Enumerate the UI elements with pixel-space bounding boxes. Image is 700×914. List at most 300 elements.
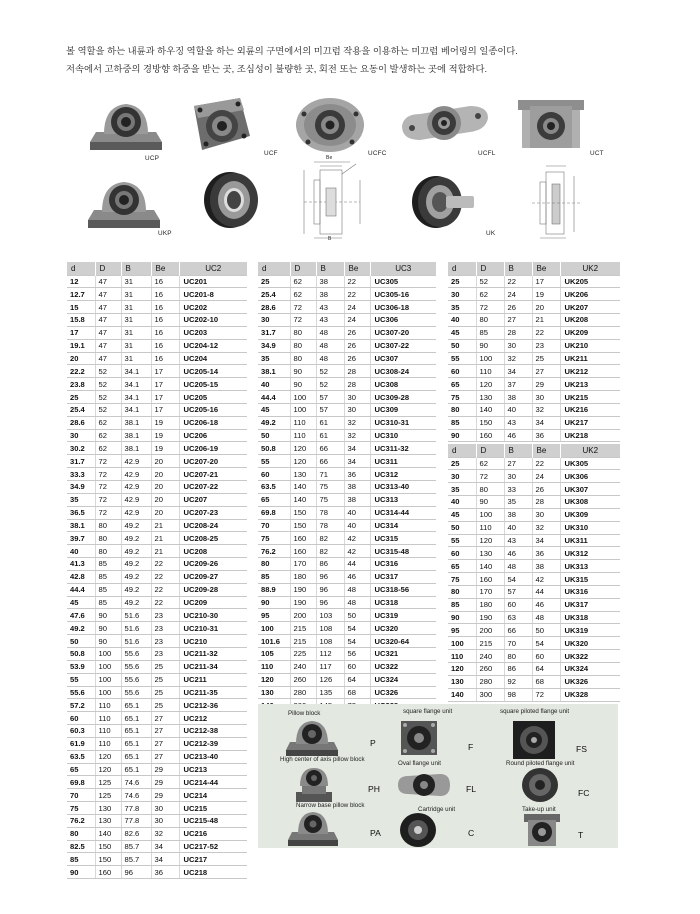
table-cell: 38 — [316, 288, 344, 301]
uc3-header-4: UC3 — [370, 262, 436, 275]
uc2-header-1: D — [95, 262, 121, 275]
table-cell: 85 — [448, 416, 476, 429]
table-cell: 34 — [151, 840, 179, 853]
table-row — [67, 378, 247, 391]
table-cell: 50 — [344, 609, 370, 622]
table-cell: 39.7 — [67, 532, 95, 545]
table-cell: 32 — [344, 416, 370, 429]
table-cell: 96 — [121, 866, 151, 879]
table-row — [67, 763, 247, 776]
table-cell: 55.6 — [121, 673, 151, 686]
table-cell: 17 — [151, 403, 179, 416]
narrow-base-label: Narrow base pillow block — [296, 802, 365, 809]
table-row — [258, 545, 436, 558]
table-cell: 82 — [316, 532, 344, 545]
table-row — [448, 378, 620, 391]
uc3-header-2: B — [316, 262, 344, 275]
table-cell: 38.1 — [67, 519, 95, 532]
table-cell: 108 — [316, 635, 344, 648]
table-cell: 36 — [344, 468, 370, 481]
bearing-code: UK217 — [560, 416, 620, 429]
bearing-code: UC205-16 — [179, 403, 247, 416]
table-cell: 26 — [344, 352, 370, 365]
table-cell: 130 — [290, 468, 316, 481]
table-cell: 64 — [344, 673, 370, 686]
high-center-label: High center of axis pillow block — [280, 756, 365, 763]
bearing-code: UK212 — [560, 365, 620, 378]
bearing-code: UK215 — [560, 391, 620, 404]
table-cell: 140 — [95, 827, 121, 840]
bearing-code: UC209-28 — [179, 583, 247, 596]
table-cell: 17 — [67, 326, 95, 339]
table-cell: 50 — [448, 339, 476, 352]
table-cell: 140 — [476, 403, 504, 416]
table-cell: 85 — [258, 570, 290, 583]
table-cell: 19 — [151, 429, 179, 442]
table-cell: 85 — [95, 570, 121, 583]
uc3-header-1: D — [290, 262, 316, 275]
table-row — [258, 532, 436, 545]
table-cell: 19.1 — [67, 339, 95, 352]
bearing-code: UC202 — [179, 301, 247, 314]
table-cell: 30 — [448, 470, 476, 483]
table-cell: 82.5 — [67, 840, 95, 853]
table-cell: 28 — [344, 365, 370, 378]
table-cell: 240 — [290, 660, 316, 673]
table-cell: 49.2 — [121, 532, 151, 545]
bearing-code: UC211-34 — [179, 660, 247, 673]
uk3-header-2: B — [504, 444, 532, 457]
table-cell: 160 — [95, 866, 121, 879]
table-cell: 38 — [504, 508, 532, 521]
table-cell: 33.3 — [67, 468, 95, 481]
table-row — [448, 496, 620, 509]
table-cell: 31 — [121, 301, 151, 314]
table-cell: 90 — [67, 866, 95, 879]
table-cell: 25.4 — [258, 288, 290, 301]
table-cell: 47 — [95, 314, 121, 327]
table-row — [67, 570, 247, 583]
table-cell: 45 — [67, 596, 95, 609]
cartridge-label: Cartridge unit — [418, 806, 456, 813]
square-flange-label: square flange unit — [403, 708, 453, 715]
bearing-code: UC315-48 — [370, 545, 436, 558]
table-cell: 55 — [448, 534, 476, 547]
table-cell: 108 — [316, 622, 344, 635]
table-cell: 74.6 — [121, 776, 151, 789]
table-cell: 30 — [344, 391, 370, 404]
table-row — [67, 737, 247, 750]
table-cell: 150 — [290, 519, 316, 532]
table-row — [67, 391, 247, 404]
uk3-header-1: D — [476, 444, 504, 457]
bearing-code: UC211-35 — [179, 686, 247, 699]
code-pa: PA — [370, 828, 381, 838]
table-row — [67, 660, 247, 673]
table-cell: 29 — [151, 789, 179, 802]
uk3-table — [448, 444, 620, 702]
table-cell: 60 — [448, 547, 476, 560]
table-cell: 112 — [316, 647, 344, 660]
table-cell: 30 — [532, 508, 560, 521]
table-row — [258, 647, 436, 660]
table-cell: 42.8 — [67, 570, 95, 583]
table-row — [448, 483, 620, 496]
table-row — [448, 611, 620, 624]
uk3-header-4: UK2 — [560, 444, 620, 457]
table-cell: 65.1 — [121, 763, 151, 776]
table-cell: 190 — [290, 596, 316, 609]
table-cell: 54 — [344, 622, 370, 635]
table-row — [67, 866, 247, 879]
table-cell: 150 — [476, 416, 504, 429]
table-row — [67, 468, 247, 481]
bearing-code: UC322 — [370, 660, 436, 673]
table-cell: 80 — [290, 326, 316, 339]
bearing-code: UK205 — [560, 275, 620, 288]
code-f: F — [468, 742, 474, 752]
table-cell: 60 — [67, 712, 95, 725]
table-cell: 42 — [344, 545, 370, 558]
table-row — [258, 583, 436, 596]
table-row — [258, 468, 436, 481]
table-cell: 57 — [316, 391, 344, 404]
table-row — [448, 663, 620, 676]
table-cell: 38 — [344, 481, 370, 494]
table-cell: 190 — [290, 583, 316, 596]
bearing-code: UC320 — [370, 622, 436, 635]
table-cell: 31 — [121, 314, 151, 327]
table-cell: 47 — [95, 339, 121, 352]
table-cell: 55 — [448, 352, 476, 365]
table-cell: 38.1 — [121, 416, 151, 429]
table-cell: 260 — [290, 673, 316, 686]
bearing-code: UC201-8 — [179, 288, 247, 301]
table-cell: 100 — [290, 403, 316, 416]
oval-flange-label: Oval flange unit — [398, 760, 441, 767]
table-row — [258, 275, 436, 288]
table-cell: 26 — [532, 483, 560, 496]
table-cell: 22 — [151, 558, 179, 571]
table-row — [67, 853, 247, 866]
table-cell: 140 — [290, 493, 316, 506]
table-cell: 27 — [151, 725, 179, 738]
table-cell: 100 — [95, 647, 121, 660]
oval-flange-icon — [396, 770, 452, 805]
table-cell: 57.2 — [67, 699, 95, 712]
table-cell: 40 — [344, 506, 370, 519]
table-cell: 69.8 — [67, 776, 95, 789]
table-cell: 34 — [504, 365, 532, 378]
table-cell: 40 — [67, 545, 95, 558]
bearing-code: UK305 — [560, 457, 620, 470]
bearing-code: UK328 — [560, 688, 620, 701]
bearing-code: UC324 — [370, 673, 436, 686]
table-row — [448, 598, 620, 611]
bearing-code: UK326 — [560, 675, 620, 688]
table-cell: 25 — [151, 673, 179, 686]
table-cell: 24 — [344, 314, 370, 327]
table-cell: 28.6 — [67, 416, 95, 429]
table-cell: 42.9 — [121, 493, 151, 506]
table-cell: 62 — [290, 275, 316, 288]
table-cell: 130 — [448, 675, 476, 688]
table-cell: 55.6 — [121, 686, 151, 699]
table-cell: 215 — [290, 635, 316, 648]
table-row — [448, 650, 620, 663]
bearing-code: UK308 — [560, 496, 620, 509]
table-cell: 23.8 — [67, 378, 95, 391]
table-cell: 45 — [448, 508, 476, 521]
table-row — [258, 416, 436, 429]
table-cell: 110 — [290, 416, 316, 429]
bearing-code: UC318 — [370, 596, 436, 609]
table-row — [258, 352, 436, 365]
table-cell: 48 — [504, 560, 532, 573]
table-row — [67, 481, 247, 494]
bearing-code: UK317 — [560, 598, 620, 611]
table-cell: 34 — [344, 455, 370, 468]
table-cell: 61 — [316, 416, 344, 429]
uk-image — [408, 172, 478, 232]
bearing-code: UC205-15 — [179, 378, 247, 391]
bearing-code: UC216 — [179, 827, 247, 840]
table-cell: 47 — [95, 275, 121, 288]
table-cell: 23 — [151, 635, 179, 648]
bearing-code: UC213-40 — [179, 750, 247, 763]
bearing-code: UC317 — [370, 570, 436, 583]
bearing-code: UC217-52 — [179, 840, 247, 853]
uc3-table — [258, 262, 436, 712]
table-cell: 64 — [532, 663, 560, 676]
table-cell: 160 — [476, 573, 504, 586]
table-row — [258, 365, 436, 378]
table-cell: 90 — [476, 339, 504, 352]
table-cell: 34.9 — [258, 339, 290, 352]
table-row — [258, 288, 436, 301]
table-cell: 55 — [67, 673, 95, 686]
table-cell: 120 — [95, 750, 121, 763]
table-cell: 42 — [344, 532, 370, 545]
bearing-code: UC310-31 — [370, 416, 436, 429]
table-row — [448, 560, 620, 573]
table-cell: 23 — [532, 339, 560, 352]
bearing-code: UC210-30 — [179, 609, 247, 622]
table-cell: 25 — [151, 686, 179, 699]
table-cell: 25 — [448, 275, 476, 288]
table-cell: 85 — [95, 596, 121, 609]
table-row — [448, 457, 620, 470]
bearing-code: UK208 — [560, 314, 620, 327]
table-row — [67, 673, 247, 686]
table-cell: 160 — [476, 429, 504, 442]
table-row — [67, 532, 247, 545]
table-row — [258, 403, 436, 416]
table-row — [67, 558, 247, 571]
table-cell: 61.9 — [67, 737, 95, 750]
table-cell: 80 — [95, 519, 121, 532]
table-cell: 17 — [151, 365, 179, 378]
bearing-code: UC326 — [370, 686, 436, 699]
table-cell: 120 — [258, 673, 290, 686]
bearing-code: UC208-24 — [179, 519, 247, 532]
bearing-code: UC203 — [179, 326, 247, 339]
bearing-code: UC306 — [370, 314, 436, 327]
bearing-code: UK218 — [560, 429, 620, 442]
bearing-code: UK216 — [560, 403, 620, 416]
table-cell: 71 — [316, 468, 344, 481]
bearing-code: UK306 — [560, 470, 620, 483]
table-cell: 69.8 — [258, 506, 290, 519]
ukp-image — [84, 176, 164, 232]
table-cell: 24 — [344, 301, 370, 314]
table-cell: 34.9 — [67, 481, 95, 494]
table-cell: 30 — [504, 339, 532, 352]
table-cell: 12 — [67, 275, 95, 288]
table-row — [448, 352, 620, 365]
table-cell: 50 — [258, 429, 290, 442]
table-cell: 130 — [95, 814, 121, 827]
table-cell: 36 — [151, 866, 179, 879]
table-cell: 300 — [476, 688, 504, 701]
ucfc-label: UCFC — [368, 150, 387, 157]
table-row — [258, 506, 436, 519]
ucfc-image — [294, 96, 366, 154]
table-cell: 35 — [258, 352, 290, 365]
technical-drawing — [290, 155, 382, 244]
uc2-header-4: UC2 — [179, 262, 247, 275]
table-cell: 22 — [344, 275, 370, 288]
table-cell: 65.1 — [121, 737, 151, 750]
table-cell: 46 — [504, 429, 532, 442]
table-row — [448, 547, 620, 560]
table-cell: 130 — [258, 686, 290, 699]
table-cell: 48 — [344, 596, 370, 609]
table-cell: 42.9 — [121, 455, 151, 468]
table-row — [258, 635, 436, 648]
table-cell: 48 — [316, 339, 344, 352]
table-row — [67, 609, 247, 622]
table-cell: 56 — [344, 647, 370, 660]
table-cell: 48 — [316, 352, 344, 365]
uct-image — [514, 94, 588, 154]
table-cell: 52 — [476, 275, 504, 288]
table-cell: 22 — [151, 583, 179, 596]
bearing-code: UK322 — [560, 650, 620, 663]
table-cell: 72 — [95, 481, 121, 494]
bearing-code: UK312 — [560, 547, 620, 560]
bearing-code: UC207 — [179, 493, 247, 506]
table-row — [67, 827, 247, 840]
bearing-code: UK207 — [560, 301, 620, 314]
bearing-code: UC305-16 — [370, 288, 436, 301]
table-cell: 34.1 — [121, 365, 151, 378]
table-cell: 100 — [476, 352, 504, 365]
table-cell: 75 — [316, 481, 344, 494]
table-cell: 75 — [448, 391, 476, 404]
table-row — [258, 481, 436, 494]
bearing-code: UC215-48 — [179, 814, 247, 827]
table-cell: 140 — [290, 481, 316, 494]
table-cell: 57 — [316, 403, 344, 416]
table-cell: 101.6 — [258, 635, 290, 648]
table-cell: 48 — [532, 611, 560, 624]
table-cell: 77.8 — [121, 802, 151, 815]
bearing-code: UC312 — [370, 468, 436, 481]
table-cell: 72 — [476, 301, 504, 314]
table-row — [448, 637, 620, 650]
table-cell: 30 — [151, 814, 179, 827]
table-cell: 38 — [504, 391, 532, 404]
drawing-be-label: Be — [326, 155, 333, 161]
table-cell: 40 — [344, 519, 370, 532]
bearing-code: UC215 — [179, 802, 247, 815]
table-cell: 40 — [448, 496, 476, 509]
table-row — [448, 365, 620, 378]
table-cell: 130 — [95, 802, 121, 815]
table-row — [258, 314, 436, 327]
table-row — [67, 635, 247, 648]
bearing-code: UC205 — [179, 391, 247, 404]
table-cell: 75 — [258, 532, 290, 545]
table-cell: 55.6 — [121, 647, 151, 660]
table-cell: 51.6 — [121, 609, 151, 622]
table-cell: 80 — [258, 558, 290, 571]
table-cell: 120 — [290, 455, 316, 468]
table-cell: 62 — [95, 442, 121, 455]
table-cell: 90 — [476, 496, 504, 509]
bearing-code: UK206 — [560, 288, 620, 301]
table-cell: 25 — [448, 457, 476, 470]
table-cell: 60 — [258, 468, 290, 481]
table-cell: 47 — [95, 326, 121, 339]
unit-types-panel — [258, 704, 618, 848]
bearing-code: UK315 — [560, 573, 620, 586]
uct-label: UCT — [590, 150, 604, 157]
table-cell: 75 — [67, 802, 95, 815]
table-cell: 90 — [290, 365, 316, 378]
table-cell: 49.2 — [121, 583, 151, 596]
table-cell: 36 — [532, 547, 560, 560]
ucfl-image — [400, 98, 490, 148]
table-cell: 17 — [151, 391, 179, 404]
bearing-code: UC204 — [179, 352, 247, 365]
table-cell: 27 — [504, 457, 532, 470]
table-cell: 260 — [476, 663, 504, 676]
uk2-header-0: d — [448, 262, 476, 275]
table-row — [448, 314, 620, 327]
table-cell: 17 — [532, 275, 560, 288]
table-cell: 86 — [504, 663, 532, 676]
table-row — [448, 688, 620, 701]
table-cell: 21 — [532, 314, 560, 327]
table-cell: 140 — [476, 560, 504, 573]
table-cell: 80 — [448, 585, 476, 598]
bearing-code: UC311 — [370, 455, 436, 468]
table-cell: 62 — [476, 288, 504, 301]
table-row — [258, 686, 436, 699]
table-cell: 28 — [344, 378, 370, 391]
table-cell: 60 — [504, 598, 532, 611]
table-cell: 35 — [448, 483, 476, 496]
table-cell: 46 — [532, 598, 560, 611]
bearing-code: UC310 — [370, 429, 436, 442]
table-cell: 82.6 — [121, 827, 151, 840]
table-cell: 135 — [316, 686, 344, 699]
bearing-code: UC305 — [370, 275, 436, 288]
bearing-code: UC209-26 — [179, 558, 247, 571]
table-cell: 43 — [504, 416, 532, 429]
